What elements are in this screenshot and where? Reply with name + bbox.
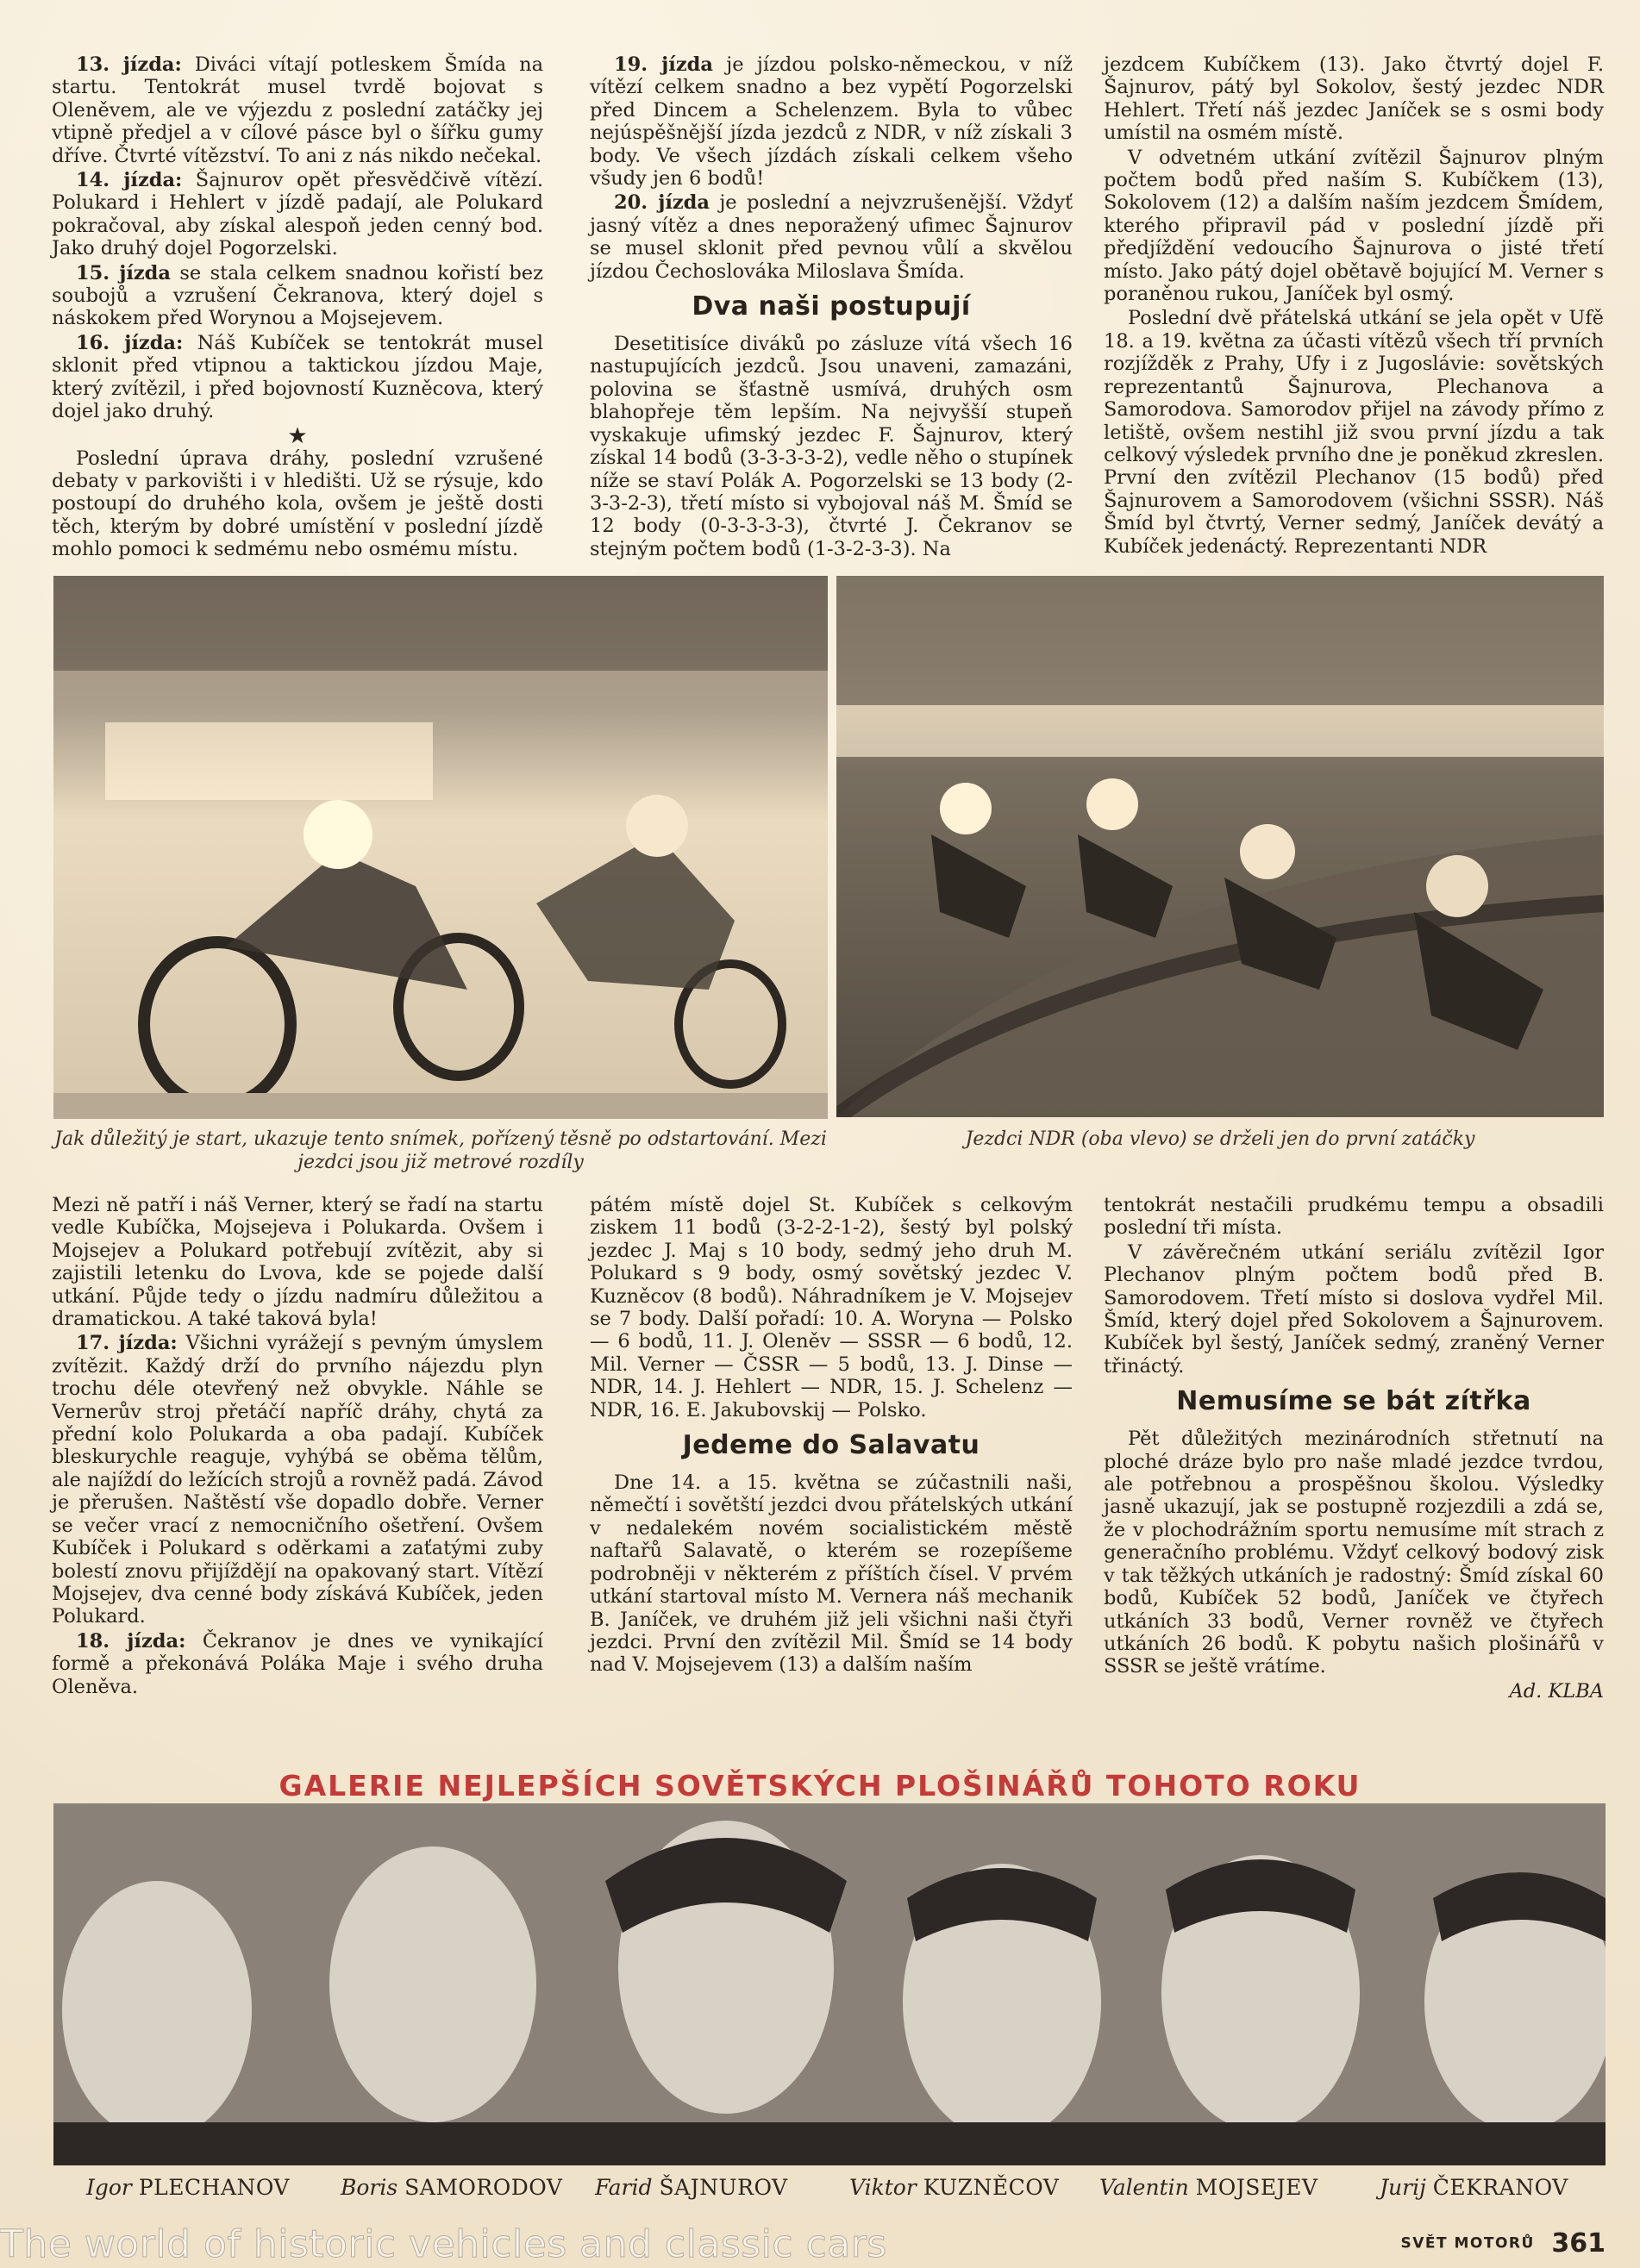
paragraph-text: Všichni vyrážejí s pevným úmyslem zvítězit. Každý drží do prvního nájezdu plyn trochu déle otevřený než obvykle. Náhle se Vernerův stroj přetáčí napříč dráhy, chytá za přední kolo Polukarda a oba padají. Kubíček bleskurychle reaguje, vyhýbá se oběma tělům, ale najíždí do ležících strojů a rovněž padá. Závod je přerušen. Naštěstí vše dopadlo dobře. Verner se večer vrací z nemocničního ošetření. Ovšem Kubíček i Polukard s oděrkami a zaťatými zuby bolestí znovu přijíždějí na opakovaný start. Vítězí Mojsejev, dva cenné body získává Kubíček, jeden Polukard.: [52, 1332, 544, 1628]
paragraph: [1104, 147, 1604, 306]
bottom-column-3: [1104, 1194, 1604, 1704]
paragraph-text: V odvetném utkání zvítězil Šajnurov plným počtem bodů před naším S. Kubíčkem (13), Sokolovem (12) a dalším naším jezdcem Šmídem, kterého připravil pád v poslední jízdě při předjíždění vedoucího Šajnurova o jisté třetí místo. Jako pátý dojel obětavě bojující M. Verner s poraněnou rukou, Janíček byl osmý.: [1104, 146, 1604, 306]
watermark-text: The world of historic vehicles and classic cars: [0, 2222, 887, 2266]
paragraph: [590, 1471, 1073, 1677]
gallery-title: GALERIE NEJLEPŠÍCH SOVĚTSKÝCH PLOŠINÁŘŮ TOHOTO ROKU: [279, 1769, 1361, 1803]
paragraph: [590, 191, 1073, 283]
last-name: SAMORODOV: [404, 2175, 563, 2200]
author-signature: Ad. KLBA: [1509, 1679, 1604, 1703]
start-photo-image: [53, 576, 828, 1119]
heat-label: 14. jízda:: [76, 169, 183, 192]
heat-label: 13. jízda:: [76, 53, 182, 76]
paragraph-text: Poslední dvě přátelská utkání se jela opět v Ufě 18. a 19. května za účasti vítězů všech tří prvních rozjížděk z Prahy, Ufy i z Jugoslávie: sovětských reprezentantů Šajnurova, Plechanova a Samorodova. Samorodov přijel na závody přímo z letiště, ovšem nestihl již svou první jízdu a tak celkový výsledek prvního dne je poněkud zkreslen. První den zvítězil Plechanov (15 bodů) před Šajnurovem a Samorodovem (všichni SSSR). Náš Šmíd byl čtvrtý, Verner sedmý, Janíček devátý a Kubíček jedenáctý. Reprezentanti NDR: [1104, 307, 1604, 558]
portrait-name-1: [86, 2175, 290, 2200]
paragraph: [590, 1194, 1073, 1421]
first-name: Boris: [341, 2175, 398, 2200]
paragraph: [1104, 1241, 1604, 1378]
paragraph-text: Náš Kubíček se tentokrát musel sklonit před vtipnou a taktickou jízdou Maje, který zvítězil, i před bojovností Kuzněcova, který dojel jako druhý.: [52, 331, 543, 423]
start-photo-caption: Jak důležitý je start, ukazuje tento snímek, pořízený těsně po odstartování. Mezi jezdci jsou již metrové rozdíly: [54, 1128, 827, 1173]
heat-label: 20. jízda: [614, 191, 710, 215]
portrait-name-5: [1099, 2175, 1318, 2200]
paragraph: [52, 169, 543, 260]
first-name: Jurij: [1380, 2175, 1426, 2200]
first-name: Farid: [595, 2175, 653, 2200]
paragraph: [590, 53, 1073, 190]
section-heading: Dva naši postupují: [692, 291, 971, 322]
portrait-name-3: [595, 2175, 788, 2200]
paragraph-text: Dne 14. a 15. května se zúčastnili naši, němečtí i sovětští jezdci dvou přátelských utkání v nedalekém novém socialistickém městě naftařů Salavatě, o kterém se rozepíšeme podrobněji v některém z příštích čísel. V prvém utkání startoval místo M. Vernera náš mechanik B. Janíček, ve druhém již jeli všichni naši čtyři jezdci. První den zvítězil Mil. Šmíd se 14 body nad V. Mojsejevem (13) a dalším naším: [590, 1471, 1073, 1677]
portrait-gallery: [53, 1803, 1606, 2165]
portrait-name-4: [849, 2175, 1059, 2200]
portrait-name-6: [1380, 2175, 1568, 2200]
paragraph-text: Šajnurov opět přesvědčivě vítězí. Polukard i Hehlert v jízdě padají, ale Polukard pokračoval, aby získal alespoň jeden cenný bod. Jako druhý dojel Pogorzelski.: [52, 169, 543, 260]
paragraph-text: je poslední a nejvzrušenější. Vždyť jasný vítěz a dnes neporažený ufimec Šajnurov se musel sklonit před pevnou vůlí a skvělou jízdou Čechoslováka Miloslava Šmída.: [590, 191, 1073, 283]
paragraph: [52, 53, 543, 167]
paragraph-text: Desetitisíce diváků po zásluze vítá všech 16 nastupujících jezdců. Jsou unaveni, zamazáni, polovina se šťastně usmívá, druhých osm blahopřeje těm lepším. Na nejvyšší stupeň vyskakuje ufimský jezdec F. Šajnurov, který získal 14 bodů (3-3-3-3-2), vedle něho o stupínek níže se staví Polák A. Pogorzelski se 13 body (2-3-3-2-3), třetí místo si vybojoval náš M. Šmíd se 12 body (0-3-3-3-3), čtvrté J. Čekranov se stejným počtem bodů (1-3-2-3-3). Na: [590, 333, 1073, 560]
last-name: MOJSEJEV: [1195, 2175, 1318, 2200]
paragraph-text: se stala celkem snadnou kořistí bez soubojů a vzrušení Čekranova, který dojel s náskokem před Worynou a Mojsejevem.: [52, 261, 543, 330]
portrait-name-2: [341, 2175, 562, 2200]
corner-photo-caption: Jezdci NDR (oba vlevo) se drželi jen do první zatáčky: [965, 1128, 1475, 1150]
heat-label: 19. jízda: [614, 53, 713, 76]
paragraph: [590, 333, 1073, 560]
last-name: ČEKRANOV: [1432, 2175, 1568, 2200]
top-column-1: [52, 53, 543, 563]
paragraph: [52, 1630, 543, 1698]
paragraph: [1104, 1428, 1604, 1678]
paragraph: [1104, 307, 1604, 557]
start-photo: [53, 576, 828, 1119]
paragraph-text: Pět důležitých mezinárodních střetnutí na ploché dráze bylo pro naše mladé jezdce tvrdou, ale potřebnou a prospěšnou školou. Výsledky jasně ukazují, jak se postupně rozjezdili a zdá se, že v plochodrážním sportu nemusíme mít strach z generačního problému. Vždyť celkový bodový zisk v tak těžkých utkáních je radostný: Šmíd získal 60 bodů, Kubíček 52 bodů, Janíček ve čtyřech utkáních 33 bodů, Verner rovněž ve čtyřech utkáních 26 bodů. K pobytu našich plošinářů v SSSR se ještě vrátíme.: [1104, 1428, 1604, 1678]
section-heading: Jedeme do Salavatu: [682, 1430, 980, 1461]
first-name: Igor: [86, 2175, 132, 2200]
top-column-2: [590, 53, 1073, 562]
bottom-column-1: [52, 1194, 543, 1700]
heat-label: 18. jízda:: [76, 1629, 186, 1653]
portrait-gallery-image: [53, 1803, 1606, 2165]
paragraph-text: jezdcem Kubíčkem (13). Jako čtvrtý dojel F. Šajnurov, pátý byl Sokolov, šestý jezdec NDR Hehlert. Třetí náš jezdec Janíček se s osmi body umístil na osmém místě.: [1104, 53, 1604, 145]
heat-label: 15. jízda: [76, 261, 171, 284]
section-heading: Nemusíme se bát zítřka: [1176, 1386, 1531, 1417]
paragraph: [52, 1194, 543, 1330]
paragraph-text: Čekranov je dnes ve vynikající formě a překonává Poláka Maje i svého druha Oleněva.: [52, 1629, 543, 1698]
heat-label: 16. jízda:: [76, 331, 184, 354]
paragraph-text: je jízdou polsko-německou, v níž vítězí celkem snadno a bez vypětí Pogorzelski před Dincem a Schelenzem. Byla to vůbec nejúspěšnější jízda jezdců z NDR, v níž získali 3 body. Ve všech jízdách získali celkem všeho všudy jen 6 bodů!: [590, 53, 1073, 191]
page-number: 361: [1551, 2228, 1606, 2259]
paragraph-text: Diváci vítají potleskem Šmída na startu. Tentokrát musel tvrdě bojovat s Oleněvem, ale ve výjezdu z poslední zatáčky jej vtipně předjel a v cílové pásce byl o šířku gumy dříve. Čtvrté vítězství. To ani z nás nikdo nečekal.: [52, 53, 543, 167]
star-separator: ★: [287, 422, 308, 449]
paragraph-text: Mezi ně patří i náš Verner, který se řadí na startu vedle Kubíčka, Mojsejeva i Polukarda. Ovšem i Mojsejev a Polukard potřebují zvítězit, aby si zajistili letenku do Lvova, kde se pojede další utkání. Půjde tedy o jízdu nadmíru důležitou a dramatickou. A také taková byla!: [52, 1194, 543, 1331]
magazine-name: SVĚT MOTORŮ: [1400, 2234, 1535, 2252]
paragraph: [52, 447, 543, 561]
paragraph: [52, 262, 543, 330]
paragraph: [52, 332, 543, 423]
last-name: KUZNĚCOV: [923, 2175, 1060, 2200]
paragraph: [1104, 1194, 1604, 1240]
paragraph-text: pátém místě dojel St. Kubíček s celkovým ziskem 11 bodů (3-2-2-1-2), šestý byl polský jezdec J. Maj s 10 body, sedmý jeho druh M. Polukard s 9 body, osmý sovětský jezdec V. Kuzněcov (8 bodů). Náhradníkem je V. Mojsejev se 7 body. Další pořadí: 10. A. Woryna — Polsko — 6 bodů, 11. J. Oleněv — SSSR — 6 bodů, 12. Mil. Verner — ČSSR — 5 bodů, 13. J. Dinse — NDR, 14. J. Hehlert — NDR, 15. J. Schelenz — NDR, 16. E. Jakubovskij — Polsko.: [590, 1194, 1073, 1421]
magazine-footer: [1400, 2228, 1606, 2259]
paragraph-text: V závěrečném utkání seriálu zvítězil Igor Plechanov plným počtem bodů před B. Samorodovem. Třetí místo si doslova vydřel Mil. Šmíd, který dojel před Sokolovem a Šajnurovem. Kubíček byl šestý, Janíček sedmý, zraněný Verner třináctý.: [1104, 1240, 1604, 1378]
paragraph: [52, 1332, 543, 1628]
paragraph-text: tentokrát nestačili prudkému tempu a obsadili poslední tři místa.: [1104, 1194, 1604, 1240]
first-name: Valentin: [1099, 2175, 1189, 2200]
corner-photo-image: [836, 576, 1604, 1117]
paragraph-text: Poslední úprava dráhy, poslední vzrušené debaty v parkovišti i v hledišti. Už se rýsuje, kdo postoupí do druhého kola, ovšem je ještě dosti těch, kterým by dobré umístění v poslední jízdě mohlo pomoci k sedmému nebo osmému místu.: [52, 447, 543, 561]
first-name: Viktor: [849, 2175, 917, 2200]
paragraph: [1104, 53, 1604, 145]
top-column-3: [1104, 53, 1604, 559]
heat-label: 17. jízda:: [76, 1332, 178, 1355]
bottom-column-2: [590, 1194, 1073, 1678]
corner-photo: [836, 576, 1604, 1117]
last-name: PLECHANOV: [138, 2175, 290, 2200]
last-name: ŠAJNUROV: [659, 2175, 788, 2200]
